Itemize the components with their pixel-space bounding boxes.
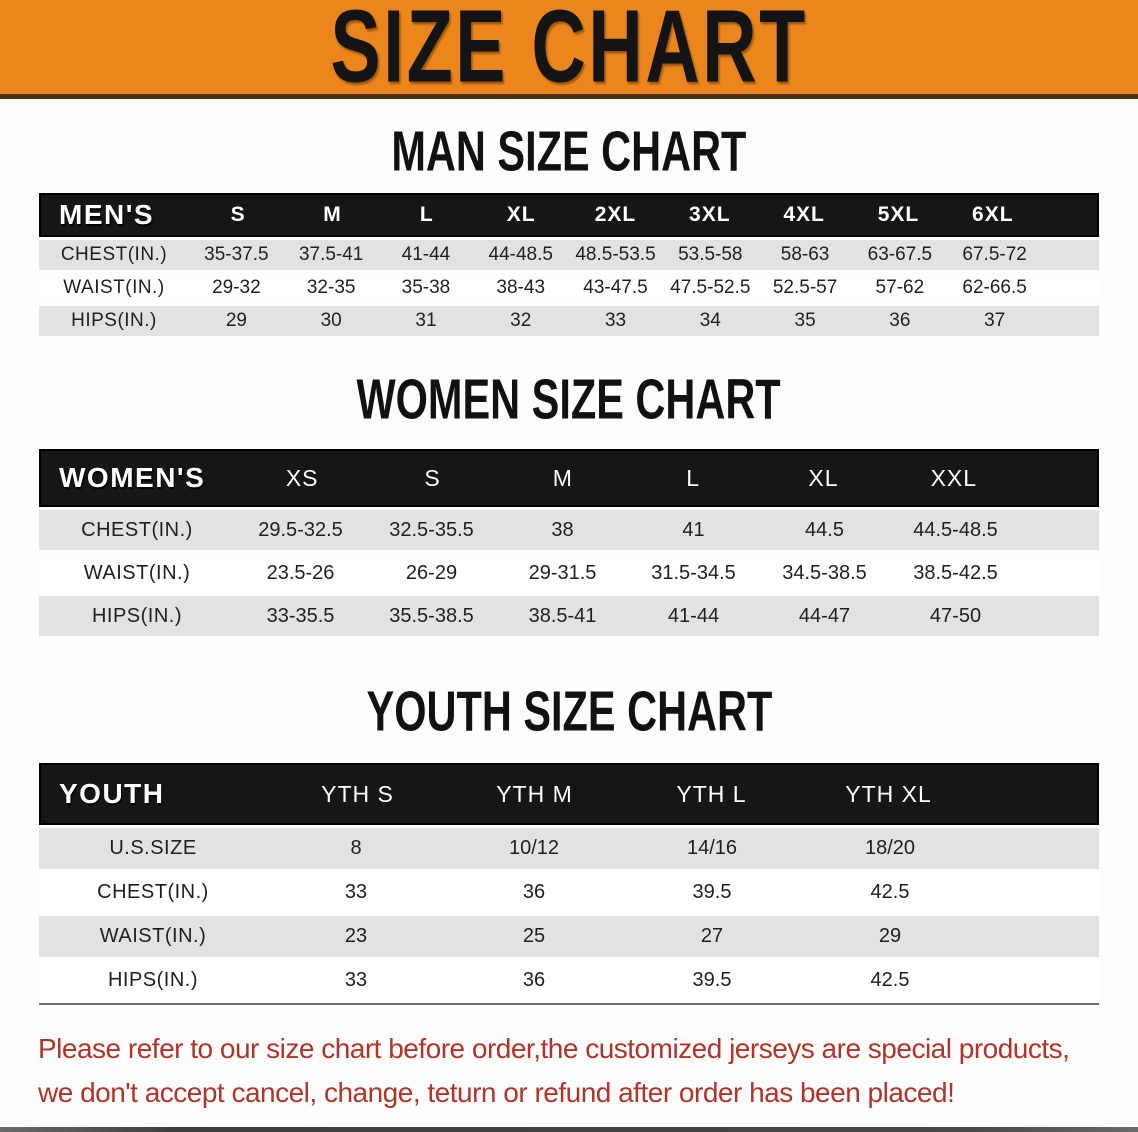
men-group-label: MEN'S xyxy=(59,199,155,230)
youth-table-header-band xyxy=(39,763,1099,825)
cell: 44-47 xyxy=(798,604,851,627)
youth-size-table xyxy=(39,763,1099,1001)
cell: 39.5 xyxy=(692,969,732,991)
youth-section-title xyxy=(0,679,1138,743)
men-waist-row xyxy=(39,273,1099,303)
cell: 35.5-38.5 xyxy=(389,604,474,627)
youth-table-bottom-line xyxy=(39,1003,1099,1005)
cell: 18/20 xyxy=(864,837,916,859)
cell: 37.5-41 xyxy=(298,244,364,265)
youth-ussize-row xyxy=(39,828,1099,869)
banner xyxy=(0,0,1138,105)
youth-col-xl: YTH XL xyxy=(845,780,932,807)
cell: 57-62 xyxy=(875,277,925,298)
cell: 52.5-57 xyxy=(772,277,838,298)
cell: 38.5-42.5 xyxy=(913,561,998,584)
youth-col-m: YTH M xyxy=(496,780,573,807)
cell: 33 xyxy=(344,881,368,903)
men-chest-row xyxy=(39,240,1099,270)
cell: 41-44 xyxy=(401,244,451,265)
cell: 31.5-34.5 xyxy=(651,561,736,584)
youth-waist-label: WAIST(IN.) xyxy=(99,925,207,947)
cell: 44-48.5 xyxy=(488,244,553,265)
image-bottom-edge xyxy=(0,1127,1138,1132)
cell: 48.5-53.5 xyxy=(575,244,656,265)
cell: 29.5-32.5 xyxy=(258,518,343,541)
men-size-table xyxy=(39,193,1099,336)
women-col-m: M xyxy=(552,464,573,491)
youth-hips-label: HIPS(IN.) xyxy=(107,969,199,991)
cell: 37 xyxy=(984,310,1006,331)
cell: 44.5-48.5 xyxy=(913,518,998,541)
cell: 8 xyxy=(350,837,362,859)
youth-section-title-text: YOUTH SIZE CHART xyxy=(366,679,772,743)
cell: 23.5-26 xyxy=(266,561,335,584)
cell: 41-44 xyxy=(667,604,720,627)
cell: 67.5-72 xyxy=(962,244,1027,265)
youth-waist-row xyxy=(39,916,1099,957)
cell: 44.5 xyxy=(805,518,844,541)
cell: 38 xyxy=(551,518,574,541)
youth-chest-row xyxy=(39,872,1099,913)
cell: 38-43 xyxy=(496,277,546,298)
cell: 32.5-35.5 xyxy=(389,518,474,541)
cell: 39.5 xyxy=(692,881,732,903)
cell: 34.5-38.5 xyxy=(782,561,867,584)
women-section-title-text: WOMEN SIZE CHART xyxy=(356,367,782,431)
men-col-l: L xyxy=(419,203,434,226)
men-table-header-band xyxy=(39,193,1099,237)
men-hips-row xyxy=(39,306,1099,336)
men-col-m: M xyxy=(323,203,342,226)
women-chest-row xyxy=(39,510,1099,550)
women-col-l: L xyxy=(686,464,701,491)
footer-note-line1: Please refer to our size chart before order,the customized jerseys are special products, xyxy=(38,1033,1070,1064)
cell: 35-38 xyxy=(401,277,451,298)
men-hips-label: HIPS(IN.) xyxy=(71,310,157,331)
women-section-title xyxy=(0,367,1138,431)
cell: 32-35 xyxy=(306,277,356,298)
men-col-5xl: 5XL xyxy=(877,203,920,226)
cell: 29 xyxy=(878,925,902,947)
men-chest-label: CHEST(IN.) xyxy=(60,244,168,265)
cell: 29-31.5 xyxy=(528,561,597,584)
cell: 42.5 xyxy=(870,881,910,903)
youth-hips-row xyxy=(39,960,1099,1001)
men-section-title xyxy=(0,119,1138,183)
women-hips-row xyxy=(39,596,1099,636)
cell: 33-35.5 xyxy=(266,604,335,627)
cell: 62-66.5 xyxy=(962,277,1027,298)
cell: 47.5-52.5 xyxy=(670,277,751,298)
cell: 36 xyxy=(522,969,546,991)
cell: 10/12 xyxy=(508,837,560,859)
cell: 32 xyxy=(510,310,532,331)
women-waist-label: WAIST(IN.) xyxy=(83,561,191,584)
cell: 29 xyxy=(225,310,247,331)
cell: 53.5-58 xyxy=(678,244,743,265)
men-col-3xl: 3XL xyxy=(689,203,731,226)
cell: 34 xyxy=(699,310,721,331)
youth-ussize-label: U.S.SIZE xyxy=(109,837,197,859)
cell: 29-32 xyxy=(212,277,261,298)
cell: 23 xyxy=(344,925,368,947)
men-col-6xl: 6XL xyxy=(972,203,1014,226)
women-size-table xyxy=(39,449,1099,636)
cell: 14/16 xyxy=(686,837,738,859)
cell: 35-37.5 xyxy=(204,244,269,265)
men-waist-label: WAIST(IN.) xyxy=(63,277,165,298)
women-col-xxl: XXL xyxy=(930,464,978,491)
cell: 47-50 xyxy=(929,604,982,627)
banner-title: SIZE CHART xyxy=(330,0,808,105)
cell: 43-47.5 xyxy=(583,277,648,298)
youth-col-l: YTH L xyxy=(676,780,747,807)
cell: 27 xyxy=(700,925,724,947)
women-chest-label: CHEST(IN.) xyxy=(81,518,193,541)
cell: 30 xyxy=(320,310,342,331)
women-table-header-band xyxy=(39,449,1099,507)
cell: 41 xyxy=(682,518,705,541)
women-col-xl: XL xyxy=(808,464,839,491)
youth-group-label: YOUTH xyxy=(59,778,165,809)
cell: 42.5 xyxy=(870,969,910,991)
cell: 33 xyxy=(344,969,368,991)
cell: 31 xyxy=(415,310,437,331)
women-group-label: WOMEN'S xyxy=(59,462,206,493)
men-col-s: S xyxy=(230,203,246,226)
men-col-xl: XL xyxy=(506,203,536,226)
men-col-4xl: 4XL xyxy=(783,203,825,226)
cell: 25 xyxy=(522,925,546,947)
footer-note-line2: we don't accept cancel, change, teturn or refund after order has been placed! xyxy=(38,1077,955,1108)
cell: 26-29 xyxy=(405,561,458,584)
youth-col-s: YTH S xyxy=(321,780,394,807)
cell: 58-63 xyxy=(780,244,830,265)
women-col-s: S xyxy=(424,464,441,491)
cell: 33 xyxy=(604,310,627,331)
youth-chest-label: CHEST(IN.) xyxy=(97,881,209,903)
men-section-title-text: MAN SIZE CHART xyxy=(391,119,747,183)
cell: 35 xyxy=(794,310,816,331)
cell: 38.5-41 xyxy=(528,604,597,627)
cell: 36 xyxy=(522,881,546,903)
women-hips-label: HIPS(IN.) xyxy=(91,604,183,627)
footer-note xyxy=(0,1027,1138,1115)
men-col-2xl: 2XL xyxy=(594,203,637,226)
women-col-xs: XS xyxy=(285,464,319,491)
cell: 36 xyxy=(889,310,911,331)
women-waist-row xyxy=(39,553,1099,593)
cell: 63-67.5 xyxy=(867,244,933,265)
